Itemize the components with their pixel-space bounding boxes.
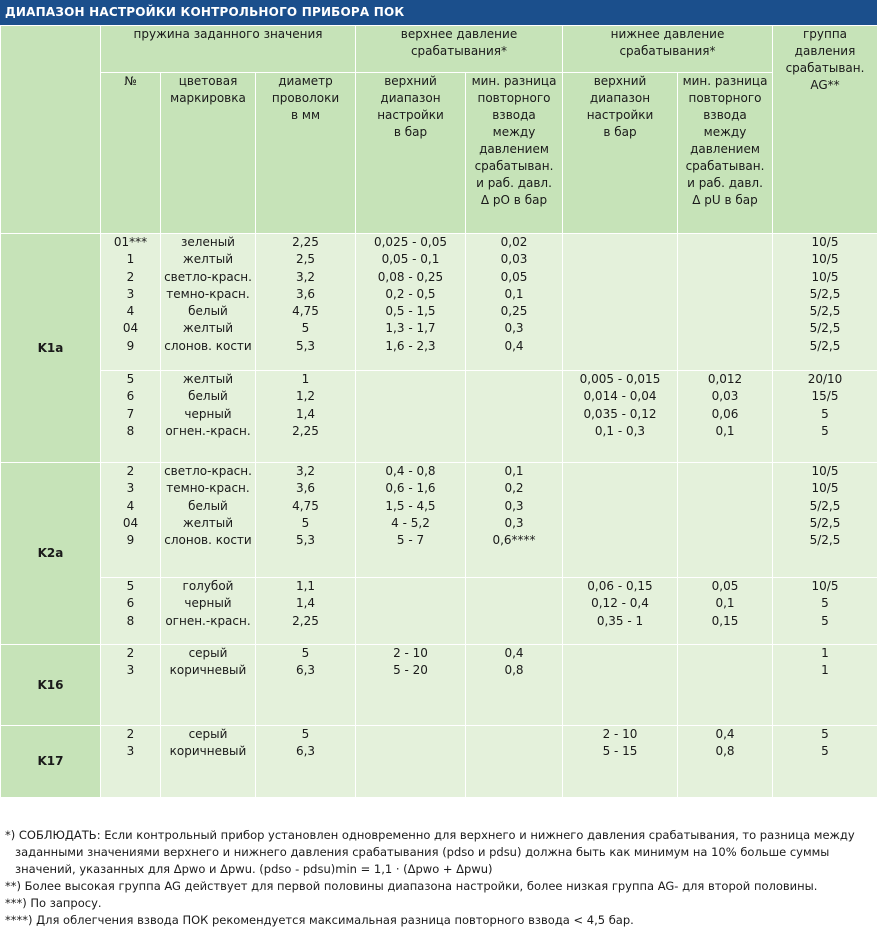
- upper-range: 0,025 - 0,05: [373, 235, 448, 249]
- ag-group: 20/10: [807, 372, 843, 386]
- group-label: K17: [1, 726, 101, 798]
- upper-diff-cell: [466, 463, 563, 578]
- color-marking-cell: [161, 371, 256, 463]
- spring-no: 04: [122, 515, 139, 530]
- upper-range: 4 - 5,2: [391, 515, 430, 530]
- block-row: [1, 645, 877, 726]
- wire-diameter: 3,2: [295, 269, 316, 284]
- spring-no: 4: [126, 304, 135, 319]
- color-marking: черный: [184, 596, 232, 611]
- block-row: [1, 463, 877, 578]
- color-marking: коричневый: [169, 744, 247, 759]
- upper-diff: 0,05: [500, 269, 528, 284]
- ag-group: 5/2,5: [809, 515, 841, 530]
- wire-diameter: 5: [301, 727, 310, 741]
- ag-group-cell: [773, 371, 877, 463]
- wire-diameter-cell: [256, 371, 356, 463]
- spring-no: 3: [126, 481, 135, 496]
- spring-no: 5: [126, 579, 135, 593]
- spring-no: 8: [126, 613, 135, 628]
- upper-diff: 0,2: [504, 481, 524, 496]
- upper-diff-cell: [466, 726, 563, 798]
- footnote-1a: *) СОБЛЮДАТЬ: Если контрольный прибор установлен одновременно для верхнего и нижнего давления срабатывания, то разница между: [5, 828, 855, 842]
- upper-range-cell: [356, 645, 466, 726]
- wire-diameter: 2,25: [292, 235, 319, 249]
- header-no: №: [101, 73, 161, 234]
- lower-diff: 0,03: [711, 389, 739, 404]
- ag-group-cell: [773, 234, 877, 371]
- lower-range: 0,035 - 0,12: [583, 406, 657, 421]
- upper-diff: 0,4: [504, 338, 524, 353]
- lower-range: 0,005 - 0,015: [579, 372, 661, 386]
- upper-range: 5 - 20: [393, 663, 428, 678]
- spring-no: 01***: [113, 235, 148, 249]
- lower-range: 0,12 - 0,4: [591, 596, 649, 611]
- wire-diameter: 5,3: [295, 338, 316, 353]
- upper-diff: 0,03: [500, 252, 528, 267]
- spring-no: 7: [126, 406, 135, 421]
- ag-group: 10/5: [811, 269, 839, 284]
- ag-group: 10/5: [811, 579, 839, 593]
- wire-diameter: 2,5: [295, 252, 316, 267]
- spring-no: 9: [126, 338, 135, 353]
- lower-range: 0,06 - 0,15: [587, 579, 653, 593]
- group-label: K2a: [1, 463, 101, 645]
- footnote-4: ****) Для облегчения взвода ПОК рекомендуется максимальная разница повторного взвода < 4,5 бар.: [5, 913, 634, 927]
- spring-no: 3: [126, 744, 135, 759]
- ag-group: 5: [821, 744, 829, 759]
- header-spring-group: пружина заданного значения: [101, 26, 356, 73]
- ag-group: 5: [821, 727, 829, 741]
- color-marking: желтый: [182, 515, 234, 530]
- header-upper-group: верхнее давление срабатывания*: [356, 26, 563, 73]
- ag-group: 5: [821, 613, 829, 628]
- spring-no: 04: [122, 321, 139, 336]
- spring-no: 1: [126, 252, 135, 267]
- wire-diameter: 5,3: [295, 533, 316, 548]
- wire-diameter: 2,25: [292, 613, 319, 628]
- lower-diff-cell: [678, 234, 773, 371]
- color-marking: огнен.-красн.: [165, 613, 251, 628]
- color-marking: голубой: [182, 579, 234, 593]
- footnote-1c: значений, указанных для Δpwo и Δpwu. (pdso - pdsu)min = 1,1 · (Δpwo + Δpwu): [15, 862, 493, 876]
- color-marking: белый: [188, 498, 228, 513]
- spring-no-cell: [101, 234, 161, 371]
- upper-diff-cell: [466, 578, 563, 645]
- ag-group: 10/5: [811, 481, 839, 496]
- spring-no: 2: [126, 269, 135, 284]
- lower-diff: 0,4: [715, 727, 735, 741]
- upper-range: 0,4 - 0,8: [385, 464, 436, 478]
- lower-diff-cell: [678, 371, 773, 463]
- wire-diameter-cell: [256, 463, 356, 578]
- spring-no-cell: [101, 371, 161, 463]
- ag-group-cell: [773, 578, 877, 645]
- ag-group: 1: [821, 663, 829, 678]
- header-diameter: диаметр проволоки в мм: [256, 73, 356, 234]
- color-marking: светло-красн.: [164, 269, 252, 284]
- color-marking: желтый: [182, 321, 234, 336]
- lower-range: 2 - 10: [602, 727, 638, 741]
- wire-diameter: 2,25: [292, 423, 319, 438]
- lower-range-cell: [563, 371, 678, 463]
- ag-group: 5: [821, 423, 829, 438]
- color-marking-cell: [161, 234, 256, 371]
- header-lower-range: верхний диапазон настройки в бар: [563, 73, 678, 234]
- group-label: K16: [1, 645, 101, 726]
- ag-group: 5/2,5: [809, 533, 841, 548]
- lower-range-cell: [563, 578, 678, 645]
- lower-diff: 0,05: [711, 579, 739, 593]
- lower-diff: 0,06: [711, 406, 739, 421]
- lower-diff-cell: [678, 463, 773, 578]
- upper-range-cell: [356, 726, 466, 798]
- wire-diameter: 1,4: [295, 596, 316, 611]
- upper-diff: 0,6****: [492, 533, 536, 548]
- header-lower-diff: мин. разница повторного взвода между давлением срабатыван. и раб. давл. Δ pU в бар: [678, 73, 773, 234]
- upper-range: 1,6 - 2,3: [385, 338, 436, 353]
- spring-no: 4: [126, 498, 135, 513]
- wire-diameter: 1,4: [295, 406, 316, 421]
- block-row: [1, 234, 877, 371]
- upper-diff: 0,4: [504, 646, 524, 660]
- wire-diameter: 3,2: [295, 464, 316, 478]
- footnotes: [5, 827, 865, 929]
- lower-range-cell: [563, 463, 678, 578]
- color-marking: черный: [184, 406, 232, 421]
- ag-group: 5/2,5: [809, 338, 841, 353]
- spring-no: 3: [126, 286, 135, 301]
- footnote-1b: заданными значениями верхнего и нижнего давления срабатывания (pdso и pdsu) должна быть как минимум на 10% больше суммы: [15, 845, 830, 859]
- block-row: [1, 371, 877, 463]
- color-marking: темно-красн.: [166, 286, 250, 301]
- upper-range: 1,3 - 1,7: [385, 321, 436, 336]
- color-marking: темно-красн.: [166, 481, 250, 496]
- color-marking: желтый: [182, 372, 234, 386]
- color-marking-cell: [161, 578, 256, 645]
- upper-diff: 0,3: [504, 498, 524, 513]
- upper-range-cell: [356, 234, 466, 371]
- spring-no: 2: [126, 464, 135, 478]
- wire-diameter-cell: [256, 645, 356, 726]
- header-row-columns: [1, 73, 877, 234]
- spring-no: 8: [126, 423, 135, 438]
- spring-no: 6: [126, 389, 135, 404]
- upper-diff: 0,3: [504, 321, 524, 336]
- upper-range-cell: [356, 463, 466, 578]
- footnote-3: ***) По запросу.: [5, 896, 102, 910]
- upper-range: 0,08 - 0,25: [377, 269, 444, 284]
- upper-diff: 0,1: [504, 286, 524, 301]
- lower-diff: 0,012: [707, 372, 743, 386]
- color-marking: слонов. кости: [164, 338, 252, 353]
- upper-diff: 0,8: [504, 663, 524, 678]
- color-marking: серый: [188, 646, 228, 660]
- upper-diff-cell: [466, 645, 563, 726]
- lower-diff-cell: [678, 645, 773, 726]
- wire-diameter: 4,75: [292, 498, 319, 513]
- ag-group-cell: [773, 726, 877, 798]
- header-upper-diff: мин. разница повторного взвода между давлением срабатыван. и раб. давл. Δ pO в бар: [466, 73, 563, 234]
- block-row: [1, 578, 877, 645]
- header-color: цветовая маркировка: [161, 73, 256, 234]
- upper-diff: 0,1: [504, 464, 524, 478]
- color-marking: слонов. кости: [164, 533, 252, 548]
- wire-diameter: 5: [301, 321, 310, 336]
- spring-no-cell: [101, 726, 161, 798]
- ag-group-cell: [773, 463, 877, 578]
- ag-group: 15/5: [811, 389, 839, 404]
- lower-diff: 0,1: [715, 423, 735, 438]
- color-marking: зеленый: [181, 235, 235, 249]
- wire-diameter: 1: [301, 372, 310, 386]
- upper-range: 5 - 7: [396, 533, 425, 548]
- ag-group: 10/5: [811, 235, 839, 249]
- spring-no: 6: [126, 596, 135, 611]
- wire-diameter: 6,3: [295, 744, 316, 759]
- color-marking: желтый: [182, 252, 234, 267]
- lower-range-cell: [563, 726, 678, 798]
- ag-group: 1: [821, 646, 829, 660]
- color-marking-cell: [161, 726, 256, 798]
- lower-diff: 0,8: [715, 744, 735, 759]
- wire-diameter: 1,1: [295, 579, 316, 593]
- header-empty-cell: [1, 26, 101, 234]
- color-marking: коричневый: [169, 663, 247, 678]
- table-title: ДИАПАЗОН НАСТРОЙКИ КОНТРОЛЬНОГО ПРИБОРА ПОК: [0, 0, 877, 25]
- ag-group: 10/5: [811, 464, 839, 478]
- color-marking-cell: [161, 463, 256, 578]
- header-row-groups: [1, 26, 877, 73]
- ag-group: 5/2,5: [809, 286, 841, 301]
- spring-no: 5: [126, 372, 135, 386]
- wire-diameter: 5: [301, 646, 310, 660]
- spring-no-cell: [101, 463, 161, 578]
- upper-diff: 0,02: [500, 235, 528, 249]
- wire-diameter: 3,6: [295, 286, 316, 301]
- spring-no: 3: [126, 663, 135, 678]
- spring-no-cell: [101, 578, 161, 645]
- footnote-2: **) Более высокая группа AG действует для первой половины диапазона настройки, более низкая группа AG- для второй половины.: [5, 879, 818, 893]
- ag-group-cell: [773, 645, 877, 726]
- wire-diameter: 4,75: [292, 304, 319, 319]
- spring-no-cell: [101, 645, 161, 726]
- upper-diff-cell: [466, 371, 563, 463]
- upper-range: 0,5 - 1,5: [385, 304, 436, 319]
- lower-range-cell: [563, 645, 678, 726]
- group-label: K1a: [1, 234, 101, 463]
- color-marking: серый: [188, 727, 228, 741]
- wire-diameter: 6,3: [295, 663, 316, 678]
- ag-group: 10/5: [811, 252, 839, 267]
- wire-diameter: 3,6: [295, 481, 316, 496]
- color-marking: белый: [188, 389, 228, 404]
- ag-group: 5/2,5: [809, 498, 841, 513]
- lower-diff: 0,1: [715, 596, 735, 611]
- upper-range: 0,05 - 0,1: [381, 252, 440, 267]
- upper-range: 0,2 - 0,5: [385, 286, 436, 301]
- spring-no: 9: [126, 533, 135, 548]
- upper-range-cell: [356, 578, 466, 645]
- wire-diameter-cell: [256, 578, 356, 645]
- ag-group: 5/2,5: [809, 304, 841, 319]
- lower-diff: 0,15: [711, 613, 739, 628]
- spring-range-table: [0, 25, 877, 798]
- wire-diameter: 1,2: [295, 389, 316, 404]
- wire-diameter-cell: [256, 234, 356, 371]
- lower-range: 0,35 - 1: [596, 613, 644, 628]
- color-marking: светло-красн.: [164, 464, 252, 478]
- upper-diff-cell: [466, 234, 563, 371]
- wire-diameter: 5: [301, 515, 310, 530]
- block-row: [1, 726, 877, 798]
- lower-range: 5 - 15: [602, 744, 638, 759]
- lower-range: 0,014 - 0,04: [583, 389, 657, 404]
- upper-range: 2 - 10: [393, 646, 428, 660]
- lower-range-cell: [563, 234, 678, 371]
- ag-group: 5: [821, 596, 829, 611]
- ag-group: 5: [821, 406, 829, 421]
- color-marking-cell: [161, 645, 256, 726]
- upper-range-cell: [356, 371, 466, 463]
- ag-group: 5/2,5: [809, 321, 841, 336]
- upper-diff: 0,25: [500, 304, 528, 319]
- lower-diff-cell: [678, 578, 773, 645]
- upper-range: 0,6 - 1,6: [385, 481, 436, 496]
- spring-no: 2: [126, 646, 135, 660]
- upper-diff: 0,3: [504, 515, 524, 530]
- header-upper-range: верхний диапазон настройки в бар: [356, 73, 466, 234]
- header-ag-group: группа давления срабатыван. AG**: [773, 26, 877, 234]
- upper-range: 1,5 - 4,5: [385, 498, 436, 513]
- color-marking: белый: [188, 304, 228, 319]
- header-lower-group: нижнее давление срабатывания*: [563, 26, 773, 73]
- color-marking: огнен.-красн.: [165, 423, 251, 438]
- lower-diff-cell: [678, 726, 773, 798]
- lower-range: 0,1 - 0,3: [594, 423, 646, 438]
- spring-no: 2: [126, 727, 135, 741]
- wire-diameter-cell: [256, 726, 356, 798]
